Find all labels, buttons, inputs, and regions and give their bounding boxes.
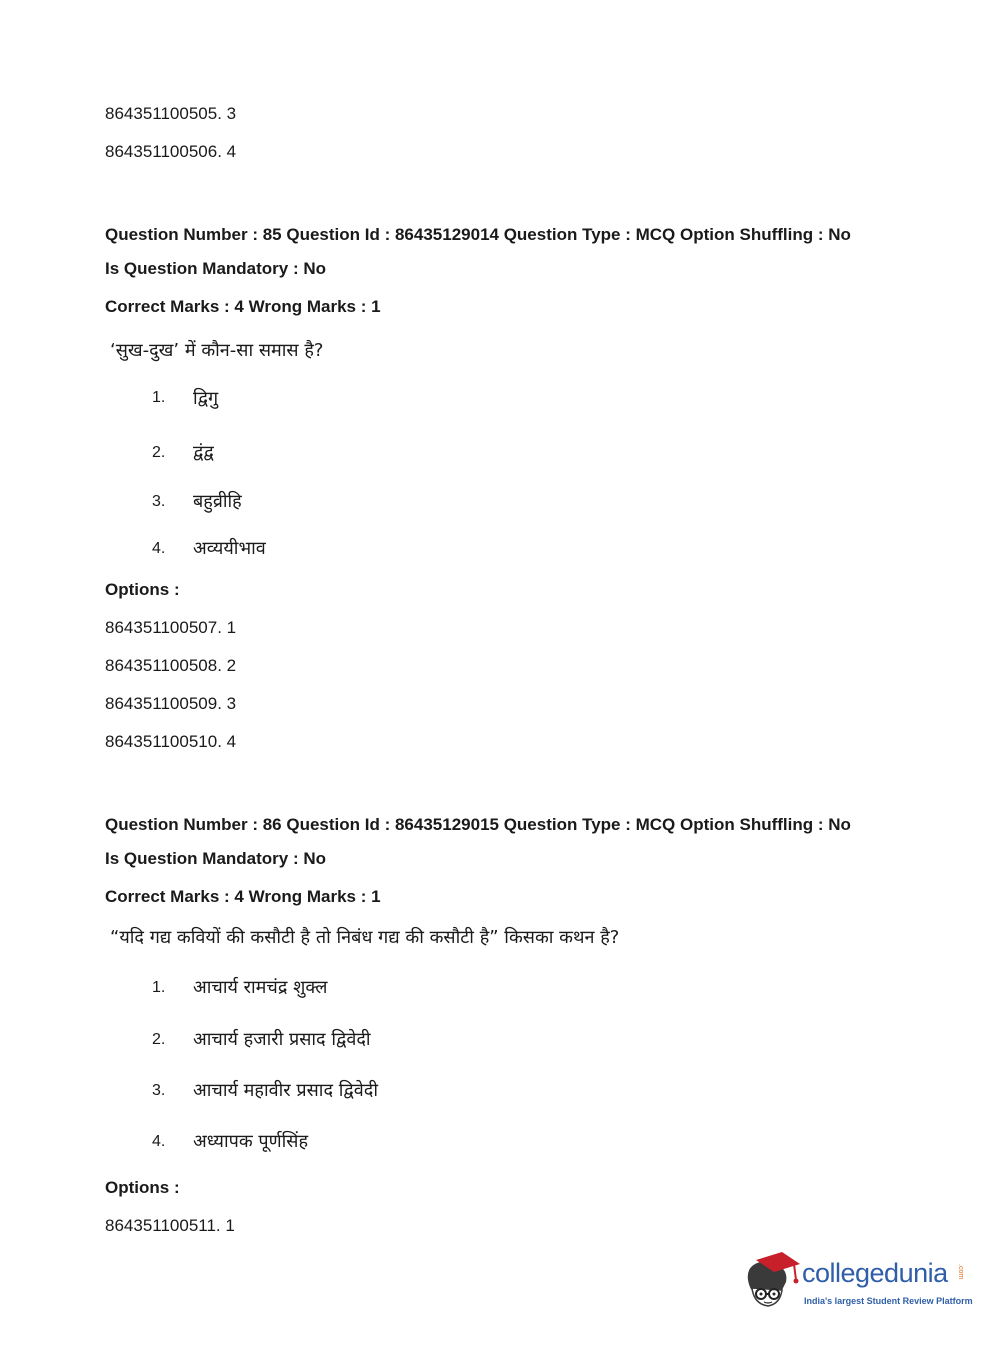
collegedunia-logo: [742, 1250, 972, 1314]
option-line: 864351100508. 2: [105, 656, 237, 675]
question-text: “यदि गद्य कवियों की कसौटी है तो निबंध गद्य की कसौटी है” किसका कथन है?: [110, 927, 620, 948]
choice-text: आचार्य हजारी प्रसाद द्विवेदी: [193, 1029, 371, 1050]
option-line: 864351100507. 1: [105, 618, 237, 637]
choice-text: आचार्य रामचंद्र शुक्ल: [193, 977, 328, 998]
choice-number: 2.: [152, 444, 166, 461]
question-header: Question Number : 86 Question Id : 86435129015 Question Type : MCQ Option Shuffling : No: [105, 815, 851, 834]
option-line: 864351100505. 3: [105, 104, 237, 123]
options-label: Options :: [105, 580, 180, 599]
choice-number: 4.: [152, 540, 166, 557]
logo-domain: .com: [957, 1264, 964, 1280]
choice-text: अव्ययीभाव: [193, 538, 266, 559]
option-line: 864351100511. 1: [105, 1216, 235, 1235]
question-mandatory: Is Question Mandatory : No: [105, 849, 327, 868]
option-line: 864351100509. 3: [105, 694, 237, 713]
mascot-graduation-cap-icon: [742, 1250, 800, 1310]
choice-text: द्विगु: [193, 388, 219, 409]
choice-number: 1.: [152, 979, 166, 996]
choice-number: 1.: [152, 389, 166, 406]
choice-number: 3.: [152, 1082, 166, 1099]
choice-number: 4.: [152, 1133, 166, 1150]
option-line: 864351100506. 4: [105, 142, 237, 161]
options-label: Options :: [105, 1178, 180, 1197]
logo-wordmark: collegedunia: [802, 1258, 948, 1288]
logo-tagline: India's largest Student Review Platform: [804, 1296, 973, 1306]
choice-text: आचार्य महावीर प्रसाद द्विवेदी: [193, 1080, 378, 1101]
choice-text: बहुव्रीहि: [193, 491, 242, 512]
choice-number: 3.: [152, 493, 166, 510]
question-marks: Correct Marks : 4 Wrong Marks : 1: [105, 887, 381, 906]
question-marks: Correct Marks : 4 Wrong Marks : 1: [105, 297, 381, 316]
choice-text: अध्यापक पूर्णसिंह: [193, 1131, 309, 1152]
option-line: 864351100510. 4: [105, 732, 237, 751]
question-header: Question Number : 85 Question Id : 86435129014 Question Type : MCQ Option Shuffling : No: [105, 225, 851, 244]
choice-text: द्वंद्व: [193, 442, 214, 463]
question-text: ‘सुख-दुख’ में कौन-सा समास है?: [110, 340, 324, 361]
question-mandatory: Is Question Mandatory : No: [105, 259, 327, 278]
choice-number: 2.: [152, 1031, 166, 1048]
